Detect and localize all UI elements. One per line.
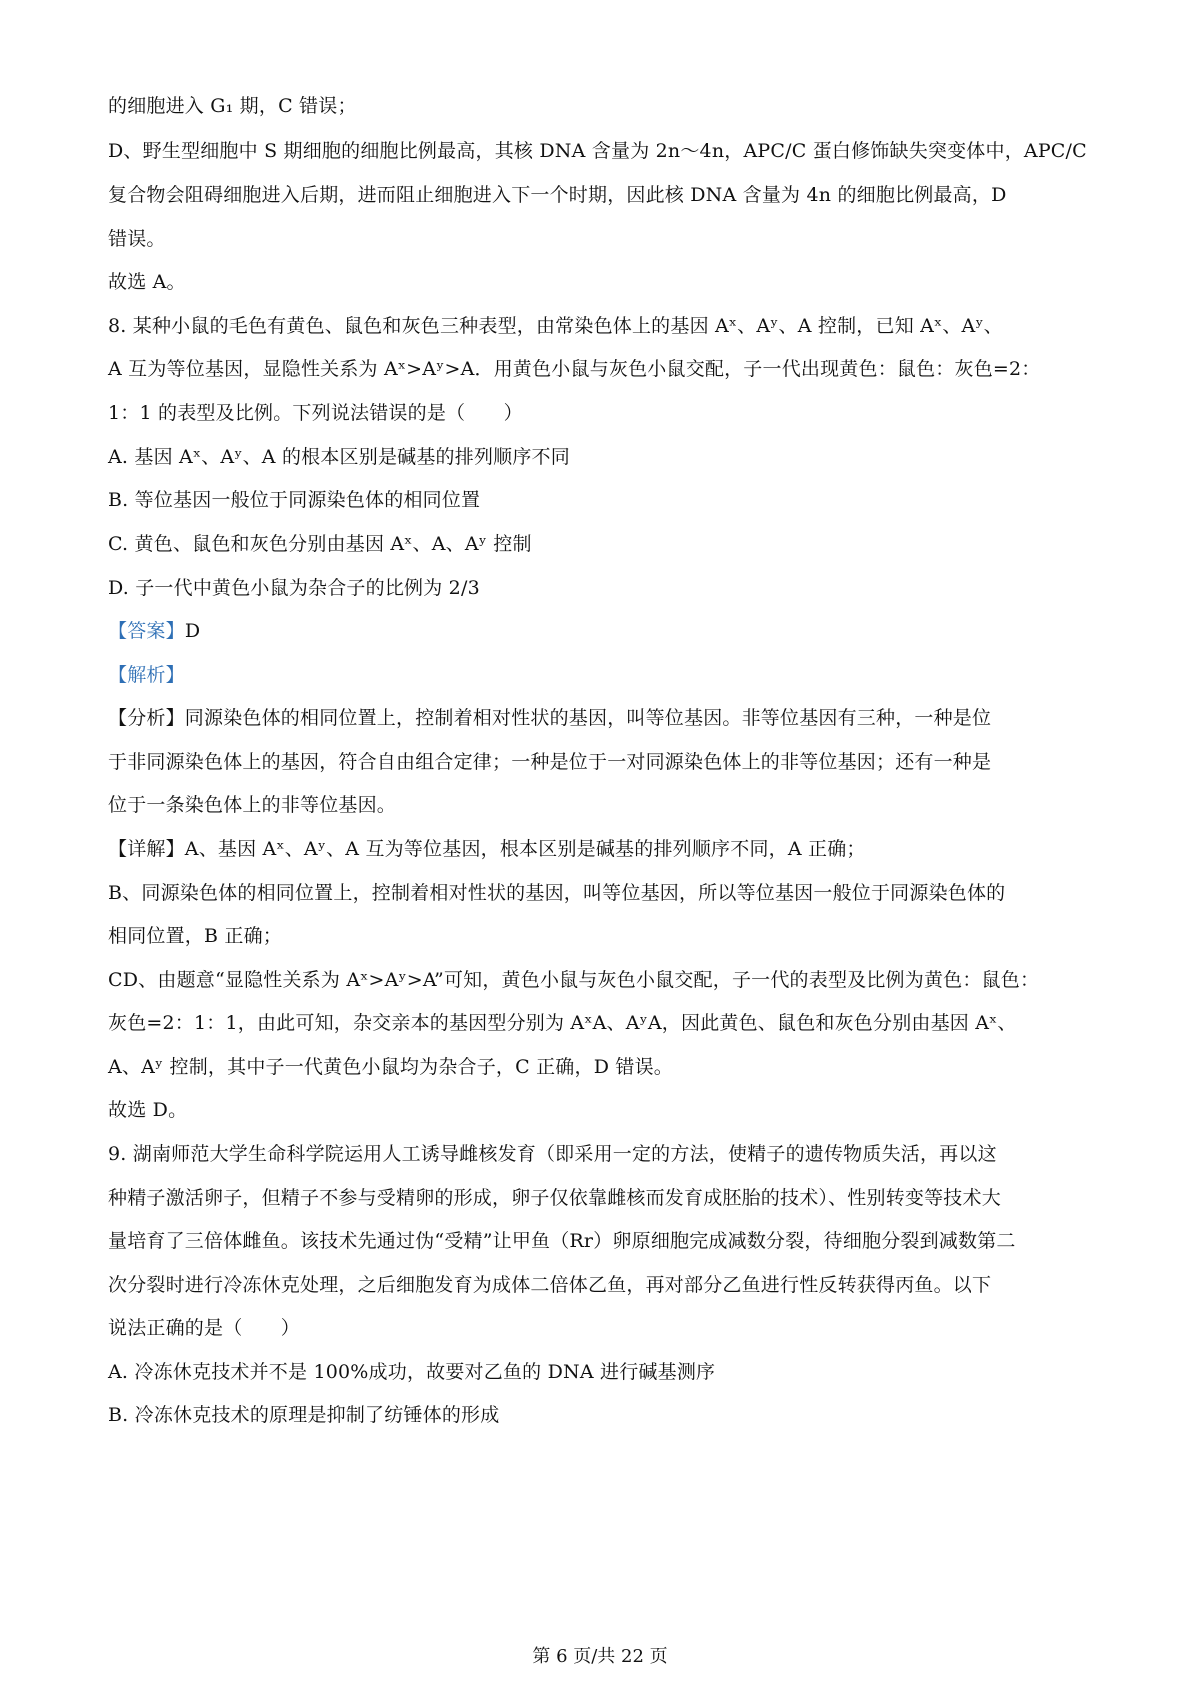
answer-line: [108, 618, 200, 644]
option-a: A. 冷冻休克技术并不是 100%成功，故要对乙鱼的 DNA 进行碱基测序: [108, 1361, 716, 1383]
detail-text: 【详解】A、基因 Aˣ、Aʸ、A 互为等位基因，根本区别是碱基的排列顺序不同，A 正确；: [108, 838, 866, 860]
option-b: B. 等位基因一般位于同源染色体的相同位置: [108, 489, 481, 511]
choose-text: 故选 D。: [108, 1099, 188, 1121]
text-line: 的细胞进入 G₁ 期，C 错误；: [108, 95, 357, 117]
detail-text: CD、由题意“显隐性关系为 Aˣ>Aʸ>A”可知，黄色小鼠与灰色小鼠交配，子一代的表型及比例为黄色：鼠色：: [108, 969, 1040, 991]
analysis-tag: 【解析】: [108, 664, 185, 686]
answer-tag: 【答案】: [108, 620, 185, 642]
page-footer: 第 6 页/共 22 页: [532, 1646, 668, 1667]
detail-text: A、Aʸ 控制，其中子一代黄色小鼠均为杂合子，C 正确，D 错误。: [108, 1056, 673, 1078]
option-d: D. 子一代中黄色小鼠为杂合子的比例为 2/3: [108, 577, 480, 599]
question-8-stem: 1：1 的表型及比例。下列说法错误的是（ ）: [108, 402, 523, 424]
option-b: B. 冷冻休克技术的原理是抑制了纺锤体的形成: [108, 1404, 500, 1426]
text-line: D、野生型细胞中 S 期细胞的细胞比例最高，其核 DNA 含量为 2n～4n，APC/C 蛋白修饰缺失突变体中，APC/C: [108, 140, 1087, 162]
analysis-text: 位于一条染色体上的非等位基因。: [108, 794, 397, 816]
text-line: 复合物会阻碍细胞进入后期，进而阻止细胞进入下一个时期，因此核 DNA 含量为 4n 的细胞比例最高，D: [108, 184, 1007, 206]
text-line: 错误。: [108, 228, 166, 250]
question-8-stem: A 互为等位基因，显隐性关系为 Aˣ>Aʸ>A．用黄色小鼠与灰色小鼠交配，子一代出现黄色：鼠色：灰色=2：: [108, 358, 1041, 380]
detail-text: B、同源染色体的相同位置上，控制着相对性状的基因，叫等位基因，所以等位基因一般位于同源染色体的: [108, 882, 1006, 904]
detail-text: 灰色=2：1：1，由此可知，杂交亲本的基因型分别为 AˣA、AʸA，因此黄色、鼠色和灰色分别由基因 Aˣ、: [108, 1012, 1017, 1034]
question-8-stem: 8. 某种小鼠的毛色有黄色、鼠色和灰色三种表型，由常染色体上的基因 Aˣ、Aʸ、A 控制，已知 Aˣ、Aʸ、: [108, 315, 1003, 337]
question-9-stem: 量培育了三倍体雌鱼。该技术先通过伪“受精”让甲鱼（Rr）卵原细胞完成减数分裂，待细胞分裂到减数第二: [108, 1230, 1016, 1252]
analysis-text: 于非同源染色体上的基因，符合自由组合定律；一种是位于一对同源染色体上的非等位基因；还有一种是: [108, 751, 992, 773]
analysis-text: 【分析】同源染色体的相同位置上，控制着相对性状的基因，叫等位基因。非等位基因有三种，一种是位: [108, 707, 992, 729]
detail-text: 相同位置，B 正确；: [108, 925, 283, 947]
document-page: [108, 0, 1100, 1698]
text-line: 故选 A。: [108, 271, 186, 293]
option-a: A. 基因 Aˣ、Aʸ、A 的根本区别是碱基的排列顺序不同: [108, 446, 570, 468]
option-c: C. 黄色、鼠色和灰色分别由基因 Aˣ、A、Aʸ 控制: [108, 533, 532, 555]
question-9-stem: 说法正确的是（ ）: [108, 1317, 301, 1339]
question-9-stem: 9. 湖南师范大学生命科学院运用人工诱导雌核发育（即采用一定的方法，使精子的遗传物质失活，再以这: [108, 1143, 997, 1165]
answer-value: D: [184, 620, 201, 642]
question-9-stem: 种精子激活卵子，但精子不参与受精卵的形成，卵子仅依靠雌核而发育成胚胎的技术）、性别转变等技术大: [108, 1187, 1001, 1209]
question-9-stem: 次分裂时进行冷冻休克处理，之后细胞发育为成体二倍体乙鱼，再对部分乙鱼进行性反转获得丙鱼。以下: [108, 1274, 992, 1296]
